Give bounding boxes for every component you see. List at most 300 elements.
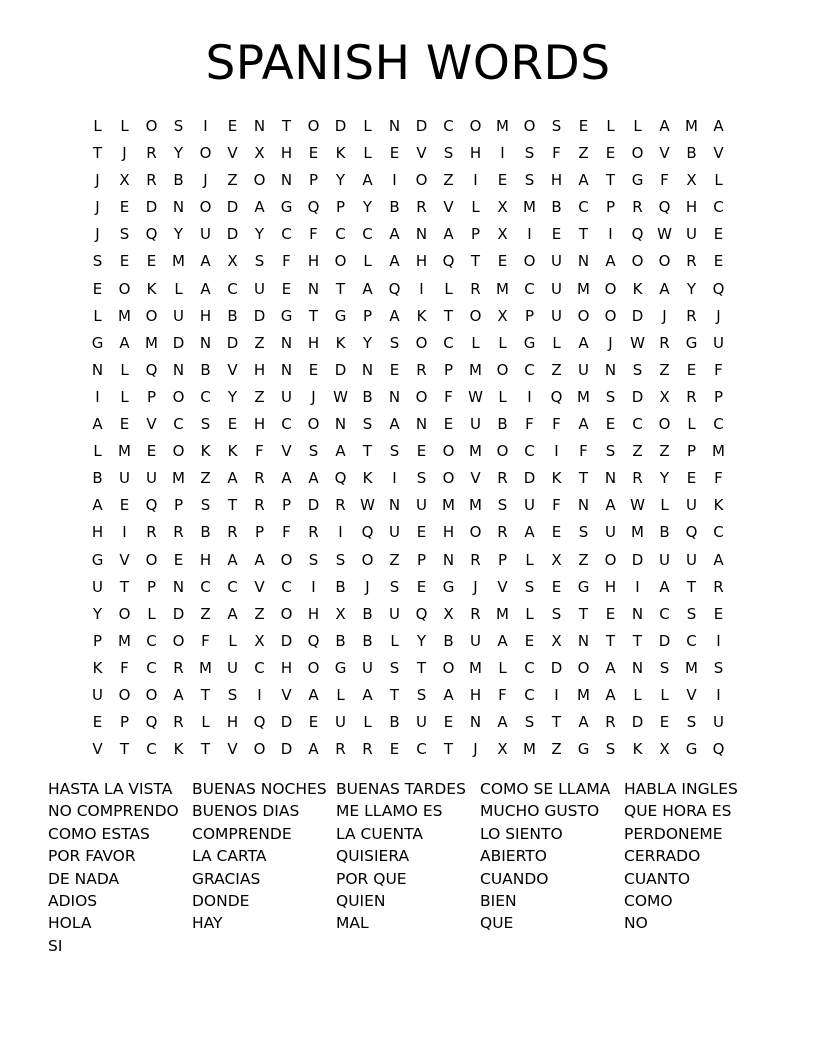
grid-cell[interactable]: O: [145, 306, 158, 325]
grid-cell[interactable]: Z: [389, 550, 400, 569]
grid-cell[interactable]: R: [416, 198, 427, 217]
grid-cell[interactable]: S: [389, 658, 400, 677]
grid-cell[interactable]: T: [605, 171, 616, 190]
grid-cell[interactable]: T: [443, 306, 454, 325]
grid-cell[interactable]: O: [577, 306, 590, 325]
grid-cell[interactable]: P: [308, 171, 319, 190]
grid-cell[interactable]: M: [523, 198, 536, 217]
grid-cell[interactable]: S: [551, 604, 562, 623]
grid-cell[interactable]: T: [416, 658, 427, 677]
grid-cell[interactable]: V: [281, 685, 292, 704]
grid-cell[interactable]: M: [685, 117, 698, 135]
grid-cell[interactable]: V: [254, 577, 265, 596]
grid-cell[interactable]: N: [388, 117, 401, 135]
grid-cell[interactable]: L: [444, 279, 453, 298]
grid-cell[interactable]: K: [362, 469, 373, 488]
grid-cell[interactable]: V: [497, 577, 508, 596]
grid-cell[interactable]: O: [604, 550, 617, 569]
grid-cell[interactable]: L: [660, 685, 669, 704]
grid-cell[interactable]: Z: [659, 442, 670, 461]
grid-cell[interactable]: G: [577, 740, 590, 759]
grid-cell[interactable]: W: [657, 225, 672, 244]
grid-cell[interactable]: C: [416, 740, 427, 759]
grid-cell[interactable]: O: [253, 171, 266, 190]
grid-cell[interactable]: T: [119, 740, 130, 759]
grid-cell[interactable]: R: [605, 713, 616, 732]
grid-cell[interactable]: A: [497, 631, 508, 650]
grid-cell[interactable]: R: [173, 658, 184, 677]
grid-cell[interactable]: A: [578, 333, 589, 352]
grid-cell[interactable]: A: [443, 685, 454, 704]
grid-cell[interactable]: S: [200, 496, 211, 515]
grid-cell[interactable]: M: [496, 279, 509, 298]
grid-cell[interactable]: N: [253, 117, 266, 135]
grid-cell[interactable]: H: [199, 306, 212, 325]
grid-cell[interactable]: A: [659, 279, 670, 298]
grid-cell[interactable]: L: [525, 550, 534, 569]
grid-cell[interactable]: L: [498, 333, 507, 352]
grid-cell[interactable]: R: [632, 469, 643, 488]
grid-cell[interactable]: D: [334, 117, 347, 135]
grid-cell[interactable]: F: [498, 685, 507, 704]
grid-cell[interactable]: G: [334, 306, 347, 325]
grid-cell[interactable]: U: [686, 496, 697, 515]
grid-cell[interactable]: Y: [686, 279, 697, 298]
grid-cell[interactable]: A: [389, 252, 400, 271]
grid-cell[interactable]: C: [227, 279, 238, 298]
grid-cell[interactable]: C: [713, 415, 724, 434]
grid-cell[interactable]: R: [308, 523, 319, 542]
grid-cell[interactable]: L: [93, 306, 102, 325]
grid-cell[interactable]: U: [686, 550, 697, 569]
grid-cell[interactable]: L: [201, 713, 210, 732]
grid-cell[interactable]: I: [635, 577, 640, 596]
grid-cell[interactable]: T: [362, 442, 373, 461]
grid-cell[interactable]: M: [469, 496, 482, 515]
grid-cell[interactable]: S: [605, 442, 616, 461]
grid-cell[interactable]: Z: [254, 604, 265, 623]
grid-cell[interactable]: M: [442, 496, 455, 515]
grid-cell[interactable]: J: [122, 144, 127, 163]
grid-cell[interactable]: R: [146, 171, 157, 190]
grid-cell[interactable]: O: [523, 117, 536, 135]
grid-cell[interactable]: S: [389, 442, 400, 461]
grid-cell[interactable]: O: [307, 658, 320, 677]
grid-cell[interactable]: F: [525, 415, 534, 434]
grid-cell[interactable]: E: [713, 252, 724, 271]
grid-cell[interactable]: S: [659, 658, 670, 677]
grid-cell[interactable]: C: [524, 685, 535, 704]
grid-cell[interactable]: N: [577, 252, 590, 271]
grid-cell[interactable]: O: [280, 550, 293, 569]
grid-cell[interactable]: X: [551, 631, 562, 650]
grid-cell[interactable]: M: [712, 442, 725, 461]
grid-cell[interactable]: H: [442, 523, 455, 542]
grid-cell[interactable]: E: [605, 415, 616, 434]
grid-cell[interactable]: S: [524, 171, 535, 190]
grid-cell[interactable]: U: [200, 225, 211, 244]
grid-cell[interactable]: M: [577, 279, 590, 298]
grid-cell[interactable]: F: [309, 225, 318, 244]
grid-cell[interactable]: S: [173, 117, 184, 135]
grid-cell[interactable]: O: [469, 306, 482, 325]
grid-cell[interactable]: A: [578, 713, 589, 732]
grid-cell[interactable]: S: [308, 442, 319, 461]
grid-cell[interactable]: S: [578, 523, 589, 542]
grid-cell[interactable]: R: [470, 550, 481, 569]
grid-cell[interactable]: J: [662, 306, 667, 325]
grid-cell[interactable]: C: [335, 225, 346, 244]
grid-cell[interactable]: P: [524, 306, 535, 325]
grid-cell[interactable]: B: [443, 631, 454, 650]
grid-cell[interactable]: O: [145, 550, 158, 569]
grid-cell[interactable]: X: [254, 631, 265, 650]
grid-cell[interactable]: U: [362, 658, 373, 677]
grid-cell[interactable]: U: [551, 306, 562, 325]
grid-cell[interactable]: I: [716, 685, 721, 704]
grid-cell[interactable]: P: [686, 442, 697, 461]
grid-cell[interactable]: P: [281, 496, 292, 515]
grid-cell[interactable]: C: [524, 442, 535, 461]
grid-cell[interactable]: N: [307, 279, 320, 298]
grid-cell[interactable]: Z: [254, 387, 265, 406]
grid-cell[interactable]: N: [280, 360, 293, 379]
grid-cell[interactable]: H: [307, 333, 320, 352]
grid-cell[interactable]: A: [713, 117, 724, 135]
grid-cell[interactable]: Y: [659, 469, 670, 488]
grid-cell[interactable]: I: [392, 171, 397, 190]
grid-cell[interactable]: Q: [415, 604, 428, 623]
grid-cell[interactable]: C: [443, 333, 454, 352]
grid-cell[interactable]: D: [631, 306, 644, 325]
grid-cell[interactable]: E: [173, 550, 184, 569]
grid-cell[interactable]: A: [605, 658, 616, 677]
grid-cell[interactable]: P: [470, 225, 481, 244]
grid-cell[interactable]: N: [334, 415, 347, 434]
grid-cell[interactable]: Y: [362, 333, 373, 352]
grid-cell[interactable]: M: [523, 740, 536, 759]
grid-cell[interactable]: K: [632, 279, 643, 298]
grid-cell[interactable]: E: [119, 415, 130, 434]
grid-cell[interactable]: R: [713, 577, 724, 596]
grid-cell[interactable]: S: [686, 713, 697, 732]
grid-cell[interactable]: T: [227, 496, 238, 515]
grid-cell[interactable]: Q: [145, 496, 158, 515]
grid-cell[interactable]: P: [362, 306, 373, 325]
grid-cell[interactable]: O: [118, 604, 131, 623]
grid-cell[interactable]: A: [389, 415, 400, 434]
grid-cell[interactable]: L: [471, 198, 480, 217]
grid-cell[interactable]: B: [200, 523, 211, 542]
grid-cell[interactable]: O: [415, 171, 428, 190]
grid-cell[interactable]: A: [578, 415, 589, 434]
grid-cell[interactable]: E: [551, 577, 562, 596]
grid-cell[interactable]: D: [226, 333, 239, 352]
grid-cell[interactable]: U: [713, 713, 724, 732]
grid-cell[interactable]: S: [416, 469, 427, 488]
grid-cell[interactable]: S: [389, 333, 400, 352]
grid-cell[interactable]: C: [443, 117, 454, 135]
grid-cell[interactable]: S: [119, 225, 130, 244]
grid-cell[interactable]: O: [604, 306, 617, 325]
grid-cell[interactable]: Z: [551, 740, 562, 759]
grid-cell[interactable]: I: [608, 225, 613, 244]
grid-cell[interactable]: S: [524, 713, 535, 732]
grid-cell[interactable]: F: [282, 252, 291, 271]
grid-cell[interactable]: L: [552, 333, 561, 352]
grid-cell[interactable]: S: [254, 252, 265, 271]
grid-cell[interactable]: Q: [334, 469, 347, 488]
grid-cell[interactable]: Q: [685, 523, 698, 542]
grid-cell[interactable]: I: [527, 387, 532, 406]
grid-cell[interactable]: S: [416, 685, 427, 704]
grid-cell[interactable]: R: [335, 740, 346, 759]
grid-cell[interactable]: E: [497, 171, 508, 190]
grid-cell[interactable]: L: [390, 631, 399, 650]
grid-cell[interactable]: E: [578, 117, 589, 135]
grid-cell[interactable]: M: [145, 333, 158, 352]
grid-cell[interactable]: R: [632, 198, 643, 217]
grid-cell[interactable]: T: [92, 144, 103, 163]
grid-cell[interactable]: A: [605, 496, 616, 515]
grid-cell[interactable]: S: [92, 252, 103, 271]
grid-cell[interactable]: V: [146, 415, 157, 434]
grid-cell[interactable]: O: [118, 685, 131, 704]
grid-cell[interactable]: P: [173, 496, 184, 515]
grid-cell[interactable]: K: [632, 740, 643, 759]
grid-cell[interactable]: A: [362, 171, 373, 190]
grid-cell[interactable]: X: [335, 604, 346, 623]
grid-cell[interactable]: C: [659, 604, 670, 623]
grid-cell[interactable]: E: [119, 252, 130, 271]
grid-cell[interactable]: P: [335, 198, 346, 217]
grid-cell[interactable]: T: [632, 631, 643, 650]
grid-cell[interactable]: U: [335, 713, 346, 732]
grid-cell[interactable]: Y: [227, 387, 238, 406]
grid-cell[interactable]: X: [119, 171, 130, 190]
grid-cell[interactable]: R: [146, 144, 157, 163]
grid-cell[interactable]: C: [713, 523, 724, 542]
grid-cell[interactable]: D: [280, 713, 293, 732]
grid-cell[interactable]: L: [363, 252, 372, 271]
grid-cell[interactable]: E: [119, 198, 130, 217]
grid-cell[interactable]: O: [253, 740, 266, 759]
grid-cell[interactable]: Q: [253, 713, 266, 732]
grid-cell[interactable]: R: [362, 740, 373, 759]
grid-cell[interactable]: X: [254, 144, 265, 163]
grid-cell[interactable]: M: [118, 442, 131, 461]
grid-cell[interactable]: N: [388, 496, 401, 515]
grid-cell[interactable]: S: [632, 360, 643, 379]
grid-cell[interactable]: O: [307, 117, 320, 135]
grid-cell[interactable]: D: [334, 360, 347, 379]
grid-cell[interactable]: H: [280, 144, 293, 163]
grid-cell[interactable]: S: [524, 144, 535, 163]
grid-cell[interactable]: D: [145, 198, 158, 217]
grid-cell[interactable]: N: [604, 469, 617, 488]
grid-cell[interactable]: B: [497, 415, 508, 434]
grid-cell[interactable]: W: [360, 496, 375, 515]
grid-cell[interactable]: T: [200, 740, 211, 759]
grid-cell[interactable]: A: [92, 496, 103, 515]
grid-cell[interactable]: S: [227, 685, 238, 704]
grid-cell[interactable]: H: [226, 713, 239, 732]
grid-cell[interactable]: N: [199, 333, 212, 352]
grid-cell[interactable]: F: [552, 496, 561, 515]
grid-cell[interactable]: V: [227, 360, 238, 379]
grid-cell[interactable]: U: [551, 252, 562, 271]
grid-cell[interactable]: F: [255, 442, 264, 461]
grid-cell[interactable]: C: [200, 387, 211, 406]
grid-cell[interactable]: M: [118, 631, 131, 650]
grid-cell[interactable]: N: [172, 360, 185, 379]
grid-cell[interactable]: G: [631, 171, 644, 190]
grid-cell[interactable]: X: [659, 387, 670, 406]
grid-cell[interactable]: A: [605, 685, 616, 704]
grid-cell[interactable]: N: [631, 604, 644, 623]
grid-cell[interactable]: O: [442, 442, 455, 461]
grid-cell[interactable]: C: [686, 631, 697, 650]
grid-cell[interactable]: Z: [551, 360, 562, 379]
grid-cell[interactable]: G: [685, 333, 698, 352]
grid-cell[interactable]: R: [416, 360, 427, 379]
grid-cell[interactable]: H: [604, 577, 617, 596]
grid-cell[interactable]: R: [173, 523, 184, 542]
grid-cell[interactable]: M: [172, 469, 185, 488]
grid-cell[interactable]: T: [578, 469, 589, 488]
grid-cell[interactable]: O: [442, 469, 455, 488]
grid-cell[interactable]: O: [469, 523, 482, 542]
grid-cell[interactable]: P: [605, 198, 616, 217]
grid-cell[interactable]: I: [554, 442, 559, 461]
grid-cell[interactable]: L: [606, 117, 615, 135]
grid-cell[interactable]: E: [389, 740, 400, 759]
grid-cell[interactable]: F: [552, 144, 561, 163]
grid-cell[interactable]: B: [659, 523, 670, 542]
grid-cell[interactable]: A: [308, 740, 319, 759]
grid-cell[interactable]: B: [686, 144, 697, 163]
grid-cell[interactable]: U: [389, 523, 400, 542]
grid-cell[interactable]: A: [362, 685, 373, 704]
grid-cell[interactable]: E: [686, 360, 697, 379]
grid-cell[interactable]: L: [93, 117, 102, 135]
grid-cell[interactable]: L: [633, 117, 642, 135]
grid-cell[interactable]: O: [469, 117, 482, 135]
grid-cell[interactable]: L: [174, 279, 183, 298]
grid-cell[interactable]: R: [686, 387, 697, 406]
grid-cell[interactable]: K: [173, 740, 184, 759]
grid-cell[interactable]: F: [201, 631, 210, 650]
grid-cell[interactable]: T: [578, 604, 589, 623]
grid-cell[interactable]: N: [172, 198, 185, 217]
grid-cell[interactable]: H: [469, 685, 482, 704]
grid-cell[interactable]: O: [523, 252, 536, 271]
grid-cell[interactable]: Z: [578, 144, 589, 163]
grid-cell[interactable]: F: [714, 360, 723, 379]
grid-cell[interactable]: G: [685, 740, 698, 759]
grid-cell[interactable]: C: [632, 415, 643, 434]
grid-cell[interactable]: I: [257, 685, 262, 704]
grid-cell[interactable]: U: [659, 550, 670, 569]
grid-cell[interactable]: T: [308, 306, 319, 325]
grid-cell[interactable]: N: [361, 360, 374, 379]
grid-cell[interactable]: C: [713, 198, 724, 217]
grid-cell[interactable]: H: [307, 252, 320, 271]
grid-cell[interactable]: O: [172, 631, 185, 650]
grid-cell[interactable]: E: [92, 713, 103, 732]
grid-cell[interactable]: A: [308, 469, 319, 488]
grid-cell[interactable]: B: [389, 198, 400, 217]
grid-cell[interactable]: U: [470, 631, 481, 650]
grid-cell[interactable]: O: [442, 658, 455, 677]
grid-cell[interactable]: B: [335, 577, 346, 596]
grid-cell[interactable]: F: [552, 415, 561, 434]
grid-cell[interactable]: N: [415, 225, 428, 244]
grid-cell[interactable]: R: [254, 469, 265, 488]
grid-cell[interactable]: E: [551, 225, 562, 244]
grid-cell[interactable]: Z: [578, 550, 589, 569]
grid-cell[interactable]: B: [389, 713, 400, 732]
grid-cell[interactable]: X: [659, 740, 670, 759]
grid-cell[interactable]: E: [416, 523, 427, 542]
grid-cell[interactable]: R: [173, 713, 184, 732]
grid-cell[interactable]: Y: [335, 171, 346, 190]
grid-cell[interactable]: E: [713, 604, 724, 623]
grid-cell[interactable]: E: [443, 415, 454, 434]
grid-cell[interactable]: E: [308, 360, 319, 379]
grid-cell[interactable]: D: [631, 713, 644, 732]
grid-cell[interactable]: E: [308, 713, 319, 732]
grid-cell[interactable]: L: [363, 713, 372, 732]
grid-cell[interactable]: Y: [173, 225, 184, 244]
grid-cell[interactable]: T: [389, 685, 400, 704]
grid-cell[interactable]: K: [713, 496, 724, 515]
grid-cell[interactable]: D: [631, 387, 644, 406]
grid-cell[interactable]: U: [551, 279, 562, 298]
grid-cell[interactable]: N: [577, 496, 590, 515]
grid-cell[interactable]: D: [280, 631, 293, 650]
grid-cell[interactable]: Q: [388, 279, 401, 298]
grid-cell[interactable]: J: [473, 740, 478, 759]
grid-cell[interactable]: O: [415, 387, 428, 406]
grid-cell[interactable]: O: [199, 144, 212, 163]
grid-cell[interactable]: M: [577, 685, 590, 704]
grid-cell[interactable]: I: [500, 144, 505, 163]
grid-cell[interactable]: V: [92, 740, 103, 759]
grid-cell[interactable]: A: [308, 685, 319, 704]
grid-cell[interactable]: D: [550, 658, 563, 677]
grid-cell[interactable]: A: [659, 117, 670, 135]
grid-cell[interactable]: E: [119, 496, 130, 515]
grid-cell[interactable]: A: [92, 415, 103, 434]
grid-cell[interactable]: U: [578, 360, 589, 379]
grid-cell[interactable]: H: [199, 550, 212, 569]
grid-cell[interactable]: A: [227, 550, 238, 569]
grid-cell[interactable]: Q: [658, 198, 671, 217]
grid-cell[interactable]: M: [685, 658, 698, 677]
grid-cell[interactable]: G: [91, 333, 104, 352]
grid-cell[interactable]: E: [416, 577, 427, 596]
grid-cell[interactable]: M: [199, 658, 212, 677]
grid-cell[interactable]: L: [525, 604, 534, 623]
grid-cell[interactable]: M: [631, 523, 644, 542]
grid-cell[interactable]: O: [172, 442, 185, 461]
grid-cell[interactable]: B: [92, 469, 103, 488]
grid-cell[interactable]: P: [146, 577, 157, 596]
grid-cell[interactable]: L: [147, 604, 156, 623]
grid-cell[interactable]: O: [658, 252, 671, 271]
grid-cell[interactable]: I: [95, 387, 100, 406]
